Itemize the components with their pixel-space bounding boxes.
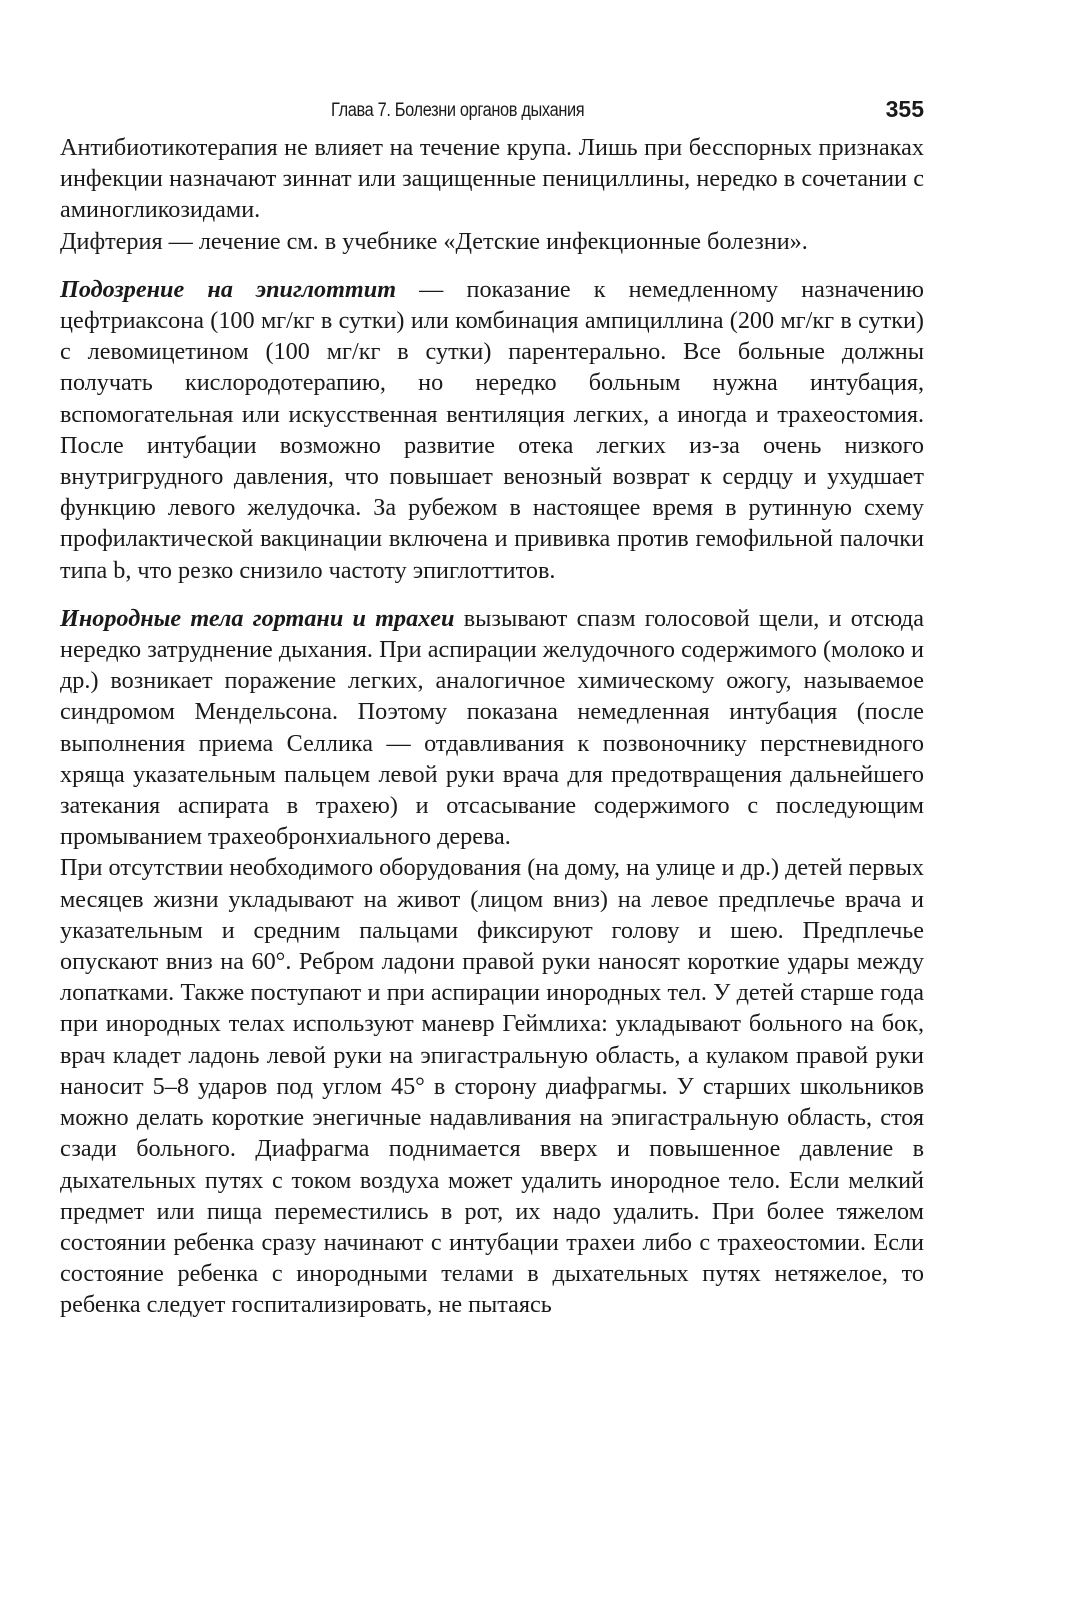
body-text — [60, 132, 924, 1321]
book-page — [60, 92, 924, 1321]
paragraph-first-aid — [60, 852, 924, 1320]
paragraph-foreign-bodies — [60, 603, 924, 853]
running-header — [60, 92, 924, 132]
paragraph-text: Дифтерия — лечение см. в учебнике «Детские инфекционные болезни». — [60, 227, 808, 255]
chapter-title: Глава 7. Болезни органов дыхания — [331, 100, 585, 121]
paragraph-antibiotics — [60, 132, 924, 226]
paragraph-text: При отсутствии необходимого оборудования (на дому, на улице и др.) детей первых месяцев жизни укладывают на живот (лицом вниз) на левое предплечье врача и указательным и средним пальцами фиксируют голову и шею. Предплечье опускают вниз на 60°. Ребром ладони правой руки наносят короткие удары между лопатками. Также поступают и при аспирации инородных тел. У детей старше года при инородных телах используют маневр Геймлиха: укладывают больного на бок, врач кладет ладонь левой руки на эпигастральную область, а кулаком правой руки наносит 5–8 ударов под углом 45° в сторону диафрагмы. У старших школьников можно делать короткие энегичные надавливания на эпигастральную область, стоя сзади больного. Диафрагма поднимается вверх и повышенное давление в дыхательных путях с током воздуха может удалить инородное тело. Если мелкий предмет или пища переместились в рот, их надо удалить. При более тяжелом состоянии ребенка сразу начинают с интубации трахеи либо с трахеостомии. Если состояние ребенка с инородными телами в дыхательных путях нетяжелое, то ребенка следует госпитализировать, не пытаясь — [60, 854, 924, 1319]
paragraph-text: Антибиотикотерапия не влияет на течение крупа. Лишь при бесспорных признаках инфекции назначают зиннат или защищенные пенициллины, нередко в сочетании с аминогликозидами. — [60, 134, 924, 224]
paragraph-text: — показание к немедленному назначению цефтриаксона (100 мг/кг в сутки) или комбинация ампициллина (200 мг/кг в сутки) с левомицетином (100 мг/кг в сутки) парентерально. Все больные должны получать кислородотерапию, но нередко больным нужна интубация, вспомогательная или искусственная вентиляция легких, а иногда и трахеостомия. После интубации возможно развитие отека легких из-за очень низкого внутригрудного давления, что повышает венозный возврат к сердцу и ухудшает функцию левого желудочка. За рубежом в настоящее время в рутинную схему профилактической вакцинации включена и прививка против гемофильной палочки типа b, что резко снизило частоту эпиглоттитов. — [60, 275, 925, 584]
paragraph-text: вызывают спазм голосовой щели, и отсюда нередко затруднение дыхания. При аспирации желудочного содержимого (молоко и др.) возникает поражение легких, аналогичное химическому ожогу, называемое синдромом Мендельсона. Поэтому показана немедленная интубация (после выполнения приема Селлика — отдавливания к позвоночнику перстневидного хряща указательным пальцем левой руки врача для предотвращения дальнейшего затекания аспирата в трахею) и отсасывание содержимого с последующим промыванием трахеобронхиального дерева. — [60, 604, 924, 851]
paragraph-diphtheria — [60, 226, 924, 257]
page-number: 355 — [885, 96, 924, 122]
paragraph-epiglottitis — [60, 274, 924, 586]
term-foreign-bodies: Инородные тела гортани и трахеи — [60, 604, 455, 632]
term-epiglottitis: Подозрение на эпиглоттит — [60, 275, 397, 303]
